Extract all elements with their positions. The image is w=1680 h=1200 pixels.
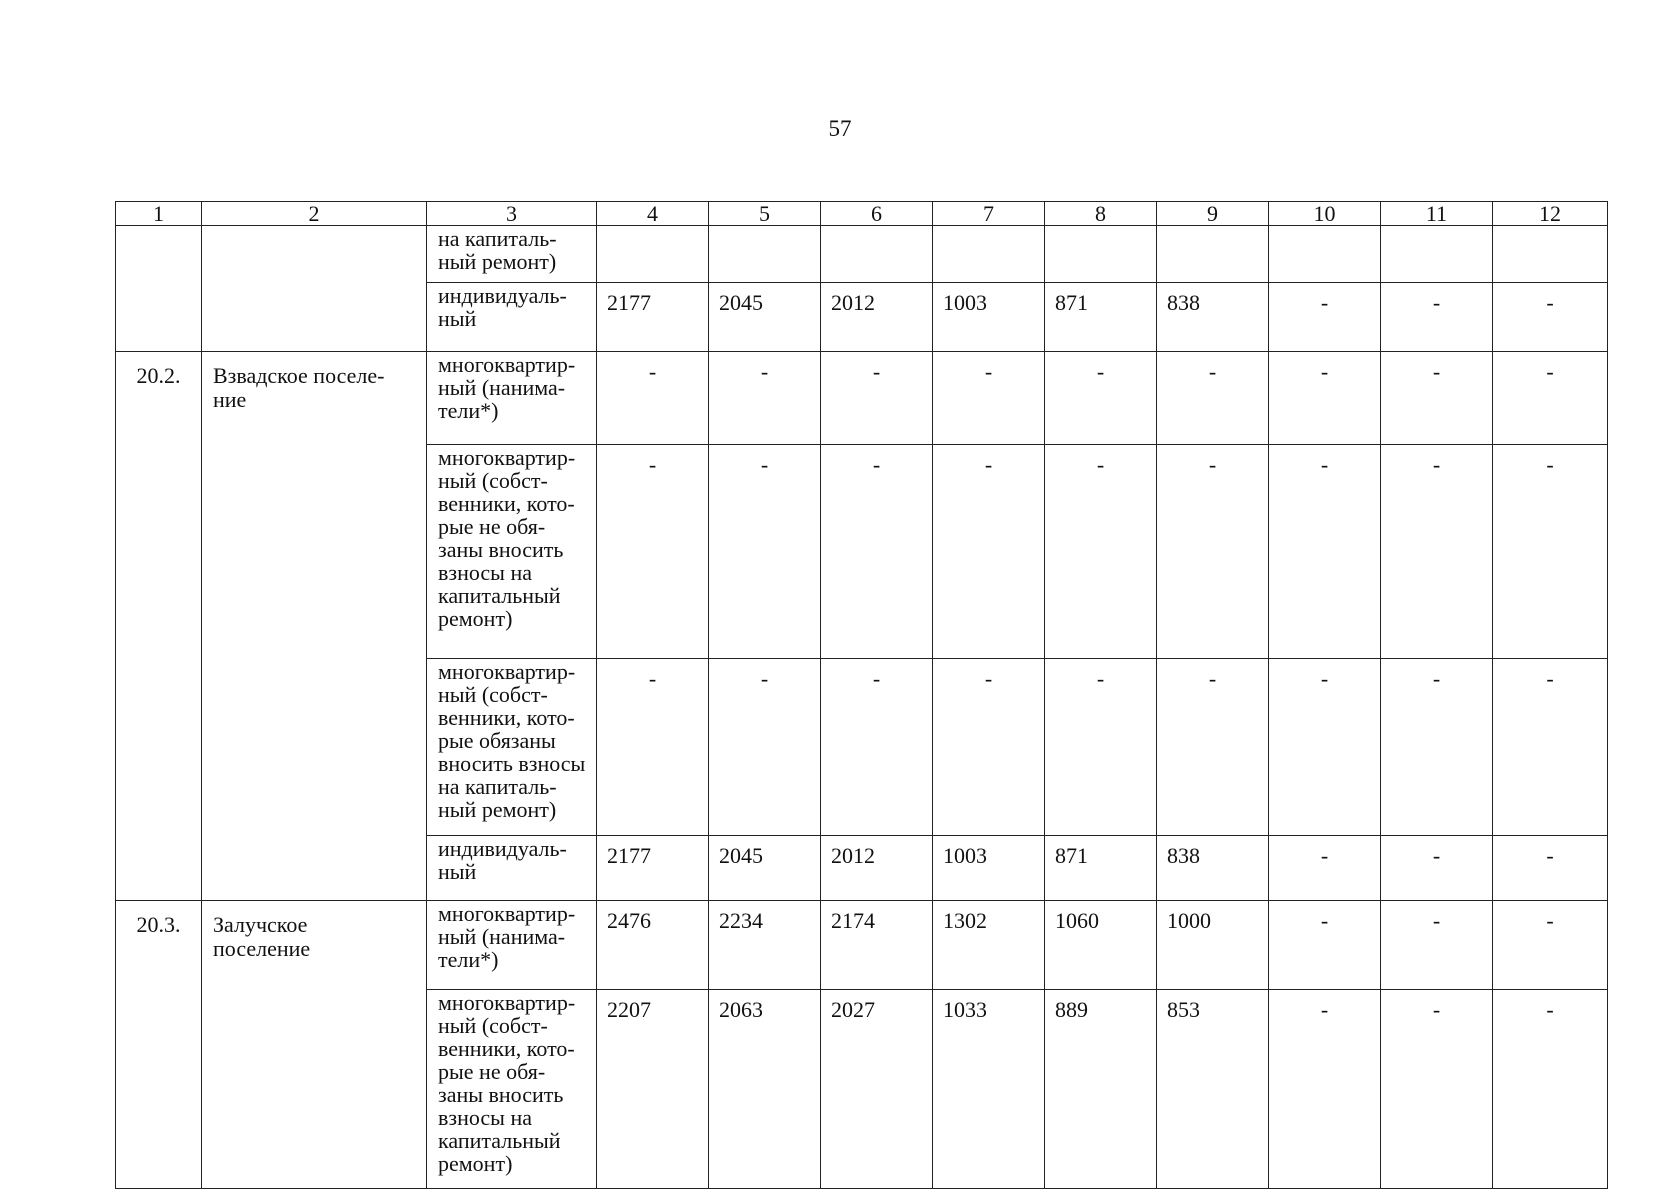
table-row xyxy=(116,352,1608,445)
table-row xyxy=(116,901,1608,990)
header-cell: 11 xyxy=(1381,202,1493,226)
value-cell: 853 xyxy=(1157,990,1269,1189)
value-cell: - xyxy=(821,352,933,445)
value-cell: - xyxy=(1381,352,1493,445)
value-cell: 2045 xyxy=(709,283,821,352)
value-cell xyxy=(597,226,709,283)
header-cell: 3 xyxy=(427,202,597,226)
value-cell: - xyxy=(1269,352,1381,445)
value-cell: - xyxy=(1493,901,1608,990)
value-cell: 2027 xyxy=(821,990,933,1189)
value-cell: - xyxy=(933,352,1045,445)
value-cell: - xyxy=(1157,659,1269,836)
value-cell: 2063 xyxy=(709,990,821,1189)
value-cell: - xyxy=(1493,283,1608,352)
housing-type-cell: многоквартир- ный (нанима- тели*) xyxy=(427,352,597,445)
housing-type-cell: многоквартир- ный (нанима- тели*) xyxy=(427,901,597,990)
value-cell: 889 xyxy=(1045,990,1157,1189)
header-cell: 12 xyxy=(1493,202,1608,226)
header-cell: 4 xyxy=(597,202,709,226)
value-cell: - xyxy=(1493,836,1608,901)
value-cell: - xyxy=(1269,659,1381,836)
value-cell: - xyxy=(1269,445,1381,659)
value-cell: - xyxy=(1269,283,1381,352)
value-cell xyxy=(1381,226,1493,283)
value-cell xyxy=(1157,226,1269,283)
housing-type-cell: многоквартир- ный (собст- венники, кото- рые не обя- заны вносить взносы на капитальный ремонт) xyxy=(427,445,597,659)
value-cell: 1003 xyxy=(933,283,1045,352)
value-cell: - xyxy=(1269,901,1381,990)
value-cell: - xyxy=(1269,990,1381,1189)
value-cell: - xyxy=(1045,659,1157,836)
value-cell: 2012 xyxy=(821,836,933,901)
value-cell: 2177 xyxy=(597,836,709,901)
value-cell: 2174 xyxy=(821,901,933,990)
value-cell: 871 xyxy=(1045,836,1157,901)
value-cell: - xyxy=(821,659,933,836)
value-cell: 2045 xyxy=(709,836,821,901)
value-cell: - xyxy=(933,659,1045,836)
value-cell: 1000 xyxy=(1157,901,1269,990)
value-cell: - xyxy=(1381,990,1493,1189)
value-cell xyxy=(933,226,1045,283)
value-cell: - xyxy=(1381,901,1493,990)
value-cell: 2177 xyxy=(597,283,709,352)
value-cell: - xyxy=(1269,836,1381,901)
value-cell: 1060 xyxy=(1045,901,1157,990)
value-cell: - xyxy=(1381,836,1493,901)
value-cell: 838 xyxy=(1157,836,1269,901)
value-cell: - xyxy=(1157,445,1269,659)
value-cell: - xyxy=(1493,659,1608,836)
value-cell: 2476 xyxy=(597,901,709,990)
value-cell: - xyxy=(597,659,709,836)
value-cell xyxy=(821,226,933,283)
value-cell: - xyxy=(1493,990,1608,1189)
header-cell: 6 xyxy=(821,202,933,226)
value-cell: - xyxy=(1381,659,1493,836)
value-cell xyxy=(1493,226,1608,283)
value-cell: - xyxy=(597,352,709,445)
header-cell: 7 xyxy=(933,202,1045,226)
row-number-cell: 20.3. xyxy=(116,901,202,1189)
value-cell: - xyxy=(821,445,933,659)
housing-type-cell: индивидуаль- ный xyxy=(427,836,597,901)
value-cell: - xyxy=(1381,445,1493,659)
value-cell: 1302 xyxy=(933,901,1045,990)
row-number-cell xyxy=(116,226,202,352)
value-cell: 2207 xyxy=(597,990,709,1189)
header-cell: 10 xyxy=(1269,202,1381,226)
value-cell: - xyxy=(1493,445,1608,659)
value-cell: - xyxy=(933,445,1045,659)
page-number: 57 xyxy=(828,116,852,141)
housing-type-cell: индивидуаль- ный xyxy=(427,283,597,352)
value-cell xyxy=(1269,226,1381,283)
value-cell: 1033 xyxy=(933,990,1045,1189)
settlement-name-cell: Взвадское поселе- ние xyxy=(202,352,427,901)
table-row xyxy=(116,226,1608,283)
value-cell: 2012 xyxy=(821,283,933,352)
value-cell: 871 xyxy=(1045,283,1157,352)
row-number-cell: 20.2. xyxy=(116,352,202,901)
housing-type-cell: многоквартир- ный (собст- венники, кото- рые не обя- заны вносить взносы на капитальный ремонт) xyxy=(427,990,597,1189)
value-cell: - xyxy=(1493,352,1608,445)
header-cell: 9 xyxy=(1157,202,1269,226)
value-cell: - xyxy=(709,659,821,836)
value-cell xyxy=(1045,226,1157,283)
value-cell: 1003 xyxy=(933,836,1045,901)
value-cell: - xyxy=(1157,352,1269,445)
header-cell: 8 xyxy=(1045,202,1157,226)
header-row xyxy=(116,202,1608,226)
value-cell: - xyxy=(1381,283,1493,352)
tariff-table xyxy=(115,201,1608,1189)
value-cell: 2234 xyxy=(709,901,821,990)
value-cell: 838 xyxy=(1157,283,1269,352)
housing-type-cell: многоквартир- ный (собст- венники, кото- рые обязаны вносить взносы на капиталь- ный ремонт) xyxy=(427,659,597,836)
housing-type-cell: на капиталь- ный ремонт) xyxy=(427,226,597,283)
value-cell: - xyxy=(709,445,821,659)
settlement-name-cell: Залучское поселение xyxy=(202,901,427,1189)
header-cell: 1 xyxy=(116,202,202,226)
value-cell: - xyxy=(709,352,821,445)
value-cell: - xyxy=(1045,445,1157,659)
value-cell xyxy=(709,226,821,283)
header-cell: 2 xyxy=(202,202,427,226)
value-cell: - xyxy=(1045,352,1157,445)
settlement-name-cell xyxy=(202,226,427,352)
value-cell: - xyxy=(597,445,709,659)
header-cell: 5 xyxy=(709,202,821,226)
